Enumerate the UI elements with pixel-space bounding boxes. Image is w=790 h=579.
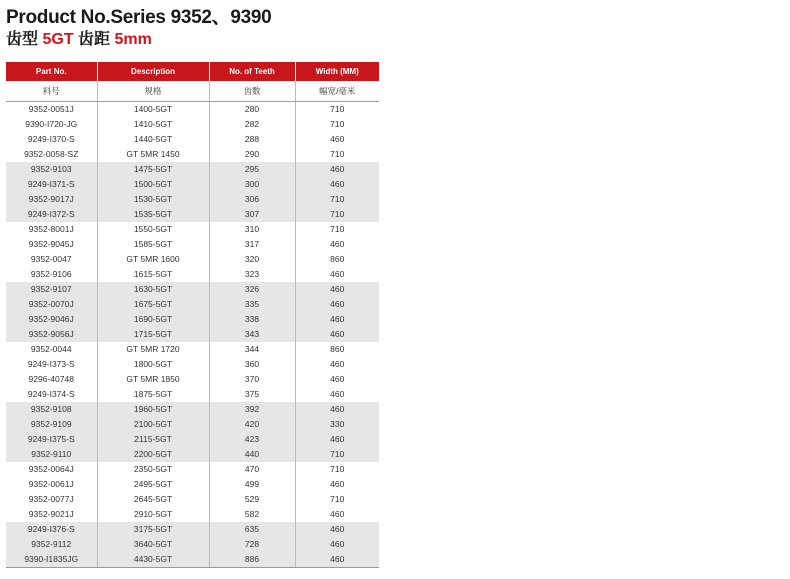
cell-part-no: 9249-I376-S	[6, 522, 97, 537]
cell-width: 460	[330, 389, 345, 399]
cell-description: GT 5MR 1720	[97, 342, 209, 357]
cell-width: 710	[295, 447, 379, 462]
cell-width: 460	[295, 312, 379, 327]
cell-teeth: 290	[209, 147, 295, 162]
table-row	[6, 117, 379, 132]
cell-description: GT 5MR 1600	[97, 252, 209, 267]
cell-teeth: 370	[209, 372, 295, 387]
cell-description: 1440-5GT	[97, 132, 209, 147]
cell-width: 330	[295, 417, 379, 432]
subheader-teeth: 齿数	[209, 81, 295, 102]
header-part-no: Part No.	[6, 62, 97, 81]
cell-part-no: 9249-I370-S	[6, 132, 97, 147]
cell-width: 710	[330, 494, 345, 504]
cell-description: 1400-5GT	[97, 102, 209, 118]
cell-teeth: 323	[209, 267, 295, 282]
table-row	[6, 357, 379, 372]
cell-description: 2115-5GT	[97, 432, 209, 447]
cell-part-no: 9352-0070J	[6, 297, 97, 312]
cell-width: 710	[330, 464, 345, 474]
cell-description: 1960-5GT	[97, 402, 209, 417]
cell-description: 2350-5GT	[97, 462, 209, 477]
table-row	[6, 447, 379, 462]
cell-description: 1675-5GT	[97, 297, 209, 312]
table-row	[6, 432, 379, 447]
cell-width: 460	[295, 162, 379, 177]
cell-description: 3640-5GT	[97, 537, 209, 552]
cell-teeth: 343	[209, 327, 295, 342]
table-row	[6, 102, 379, 118]
cell-width: 460	[330, 479, 345, 489]
header-description: Description	[97, 62, 209, 81]
table-row	[6, 177, 379, 192]
tooth-type-label: 齿型	[6, 31, 39, 48]
table-row	[6, 312, 379, 327]
cell-description: 1800-5GT	[97, 357, 209, 372]
cell-width: 710	[330, 149, 345, 159]
cell-part-no: 9352-9046J	[6, 312, 97, 327]
table-row	[6, 462, 379, 477]
cell-part-no: 9352-9110	[6, 447, 97, 462]
cell-part-no: 9352-9107	[6, 282, 97, 297]
table-row	[6, 207, 379, 222]
cell-description: 1535-5GT	[97, 207, 209, 222]
cell-part-no: 9352-8001J	[6, 222, 97, 237]
cell-width: 710	[330, 104, 345, 114]
cell-width: 460	[295, 297, 379, 312]
cell-width: 460	[330, 374, 345, 384]
pitch-label: 齿距	[78, 31, 111, 48]
cell-part-no: 9390-I720-JG	[6, 117, 97, 132]
cell-part-no: 9352-9021J	[6, 507, 97, 522]
cell-teeth: 360	[209, 357, 295, 372]
cell-width: 460	[295, 402, 379, 417]
cell-teeth: 326	[209, 282, 295, 297]
cell-teeth: 310	[209, 222, 295, 237]
cell-part-no: 9352-0044	[6, 342, 97, 357]
cell-teeth: 728	[209, 537, 295, 552]
cell-part-no: 9352-9045J	[6, 237, 97, 252]
cell-teeth: 335	[209, 297, 295, 312]
cell-teeth: 282	[209, 117, 295, 132]
subheader-description: 规格	[97, 81, 209, 102]
page-title: Product No.Series 9352、9390	[6, 7, 272, 28]
cell-teeth: 320	[209, 252, 295, 267]
cell-part-no: 9352-0064J	[6, 462, 97, 477]
subheader-part-no: 料号	[6, 81, 97, 102]
cell-description: 1585-5GT	[97, 237, 209, 252]
table-row	[6, 222, 379, 237]
cell-description: 1410-5GT	[97, 117, 209, 132]
header-width: Width (MM)	[295, 62, 379, 81]
cell-teeth: 440	[209, 447, 295, 462]
cell-part-no: 9249-I373-S	[6, 357, 97, 372]
cell-width: 460	[330, 509, 345, 519]
cell-width: 710	[330, 119, 345, 129]
cell-part-no: 9352-0058-SZ	[6, 147, 97, 162]
cell-part-no: 9352-0061J	[6, 477, 97, 492]
table-row	[6, 537, 379, 552]
cell-teeth: 300	[209, 177, 295, 192]
cell-part-no: 9352-9056J	[6, 327, 97, 342]
cell-description: 2495-5GT	[97, 477, 209, 492]
cell-description: GT 5MR 1850	[97, 372, 209, 387]
cell-description: 1715-5GT	[97, 327, 209, 342]
table-row	[6, 402, 379, 417]
cell-width: 460	[295, 522, 379, 537]
table-subheader-row	[6, 81, 379, 102]
cell-width: 860	[330, 344, 345, 354]
cell-description: 2200-5GT	[97, 447, 209, 462]
cell-width: 460	[295, 537, 379, 552]
cell-teeth: 635	[209, 522, 295, 537]
cell-width: 710	[295, 192, 379, 207]
table-row	[6, 252, 379, 267]
cell-part-no: 9352-9106	[6, 267, 97, 282]
cell-part-no: 9352-9109	[6, 417, 97, 432]
cell-description: 1500-5GT	[97, 177, 209, 192]
cell-part-no: 9390-I1835JG	[6, 552, 97, 568]
table-row	[6, 552, 379, 568]
cell-part-no: 9352-0051J	[6, 102, 97, 118]
table-row	[6, 342, 379, 357]
table-row	[6, 327, 379, 342]
header-teeth: No. of Teeth	[209, 62, 295, 81]
cell-description: 1615-5GT	[97, 267, 209, 282]
table-row	[6, 507, 379, 522]
table-row	[6, 282, 379, 297]
table-row	[6, 477, 379, 492]
cell-part-no: 9352-0047	[6, 252, 97, 267]
cell-teeth: 886	[209, 552, 295, 568]
cell-part-no: 9352-9017J	[6, 192, 97, 207]
table-row	[6, 372, 379, 387]
table-body	[6, 81, 379, 568]
cell-teeth: 317	[209, 237, 295, 252]
table-row	[6, 162, 379, 177]
cell-description: 1875-5GT	[97, 387, 209, 402]
cell-width: 460	[295, 177, 379, 192]
cell-part-no: 9352-9108	[6, 402, 97, 417]
cell-width: 460	[295, 552, 379, 568]
table-row	[6, 417, 379, 432]
cell-part-no: 9249-I374-S	[6, 387, 97, 402]
table-row	[6, 522, 379, 537]
cell-width: 460	[295, 282, 379, 297]
cell-width: 460	[330, 359, 345, 369]
cell-width: 860	[330, 254, 345, 264]
cell-description: 1630-5GT	[97, 282, 209, 297]
table-row	[6, 492, 379, 507]
cell-teeth: 338	[209, 312, 295, 327]
table-row	[6, 267, 379, 282]
tooth-type-value: 5GT	[42, 31, 74, 48]
cell-teeth: 499	[209, 477, 295, 492]
cell-description: 4430-5GT	[97, 552, 209, 568]
table-row	[6, 387, 379, 402]
cell-width: 460	[330, 134, 345, 144]
pitch-value: 5mm	[114, 31, 152, 48]
cell-teeth: 423	[209, 432, 295, 447]
table-row	[6, 297, 379, 312]
cell-part-no: 9352-9112	[6, 537, 97, 552]
subheader-width: 幅宽/毫米	[295, 81, 379, 102]
cell-description: 1550-5GT	[97, 222, 209, 237]
cell-part-no: 9249-I371-S	[6, 177, 97, 192]
cell-teeth: 306	[209, 192, 295, 207]
cell-teeth: 582	[209, 507, 295, 522]
cell-description: 1475-5GT	[97, 162, 209, 177]
cell-description: 1690-5GT	[97, 312, 209, 327]
cell-description: GT 5MR 1450	[97, 147, 209, 162]
table-row	[6, 147, 379, 162]
cell-teeth: 375	[209, 387, 295, 402]
cell-teeth: 280	[209, 102, 295, 118]
cell-teeth: 392	[209, 402, 295, 417]
cell-width: 460	[295, 432, 379, 447]
cell-part-no: 9249-I372-S	[6, 207, 97, 222]
table-header-row	[6, 62, 379, 81]
table-row	[6, 237, 379, 252]
cell-description: 1530-5GT	[97, 192, 209, 207]
cell-teeth: 420	[209, 417, 295, 432]
cell-part-no: 9296-40748	[6, 372, 97, 387]
cell-description: 2645-5GT	[97, 492, 209, 507]
cell-width: 460	[330, 269, 345, 279]
cell-width: 710	[295, 207, 379, 222]
product-table	[6, 62, 379, 568]
cell-teeth: 470	[209, 462, 295, 477]
cell-teeth: 288	[209, 132, 295, 147]
cell-width: 460	[330, 239, 345, 249]
cell-teeth: 295	[209, 162, 295, 177]
cell-part-no: 9352-9103	[6, 162, 97, 177]
cell-teeth: 529	[209, 492, 295, 507]
table-row	[6, 132, 379, 147]
cell-description: 2910-5GT	[97, 507, 209, 522]
cell-width: 460	[295, 327, 379, 342]
cell-description: 3175-5GT	[97, 522, 209, 537]
cell-part-no: 9249-I375-S	[6, 432, 97, 447]
cell-part-no: 9352-0077J	[6, 492, 97, 507]
table-row	[6, 192, 379, 207]
cell-teeth: 307	[209, 207, 295, 222]
page-subtitle	[6, 26, 152, 49]
cell-description: 2100-5GT	[97, 417, 209, 432]
cell-width: 710	[330, 224, 345, 234]
cell-teeth: 344	[209, 342, 295, 357]
